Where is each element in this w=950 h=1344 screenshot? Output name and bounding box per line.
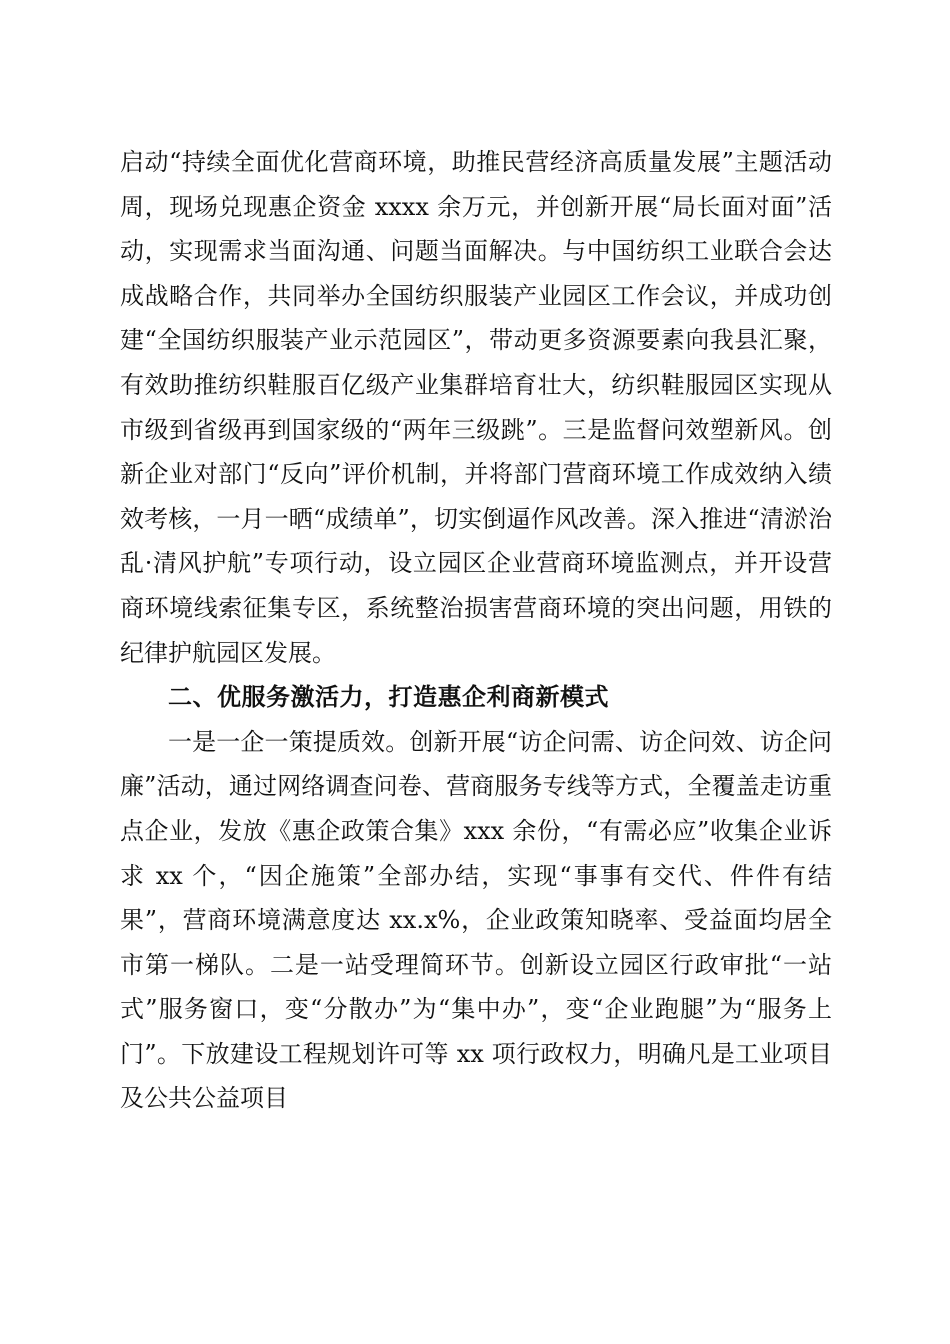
paragraph-continued: 启动“持续全面优化营商环境，助推民营经济高质量发展”主题活动周，现场兑现惠企资金 xxxx 余万元，并创新开展“局长面对面”活动，实现需求当面沟通、问题当面解决。与中国纺织工业联合会达成战略合作，共同举办全国纺织服装产业园区工作会议，并成功创建“全国纺织服装产业示范园区”，带动更多资源要素向我县汇聚，有效助推纺织鞋服百亿级产业集群培育壮大，纺织鞋服园区实现从市级到省级再到国家级的“两年三级跳”。三是监督问效塑新风。创新企业对部门“反向”评价机制，并将部门营商环境工作成效纳入绩效考核，一月一晒“成绩单”，切实倒逼作风改善。深入推进“清淤治乱·清风护航”专项行动，设立园区企业营商环境监测点，并开设营商环境线索征集专区，系统整治损害营商环境的突出问题，用铁的纪律护航园区发展。	[120, 148, 832, 667]
document-body	[120, 140, 832, 1121]
paragraph-section-two: 一是一企一策提质效。创新开展“访企问需、访企问效、访企问廉”活动，通过网络调查问卷、营商服务专线等方式，全覆盖走访重点企业，发放《惠企政策合集》xxx 余份，“有需必应”收集企业诉求 xx 个，“因企施策”全部办结，实现“事事有交代、件件有结果”，营商环境满意度达 xx.x%，企业政策知晓率、受益面均居全市第一梯队。二是一站受理简环节。创新设立园区行政审批“一站式”服务窗口，变“分散办”为“集中办”，变“企业跑腿”为“服务上门”。下放建设工程规划许可等 xx 项行政权力，明确凡是工业项目及公共公益项目	[120, 727, 832, 1113]
section-heading: 二、优服务激活力，打造惠企利商新模式	[168, 683, 609, 712]
